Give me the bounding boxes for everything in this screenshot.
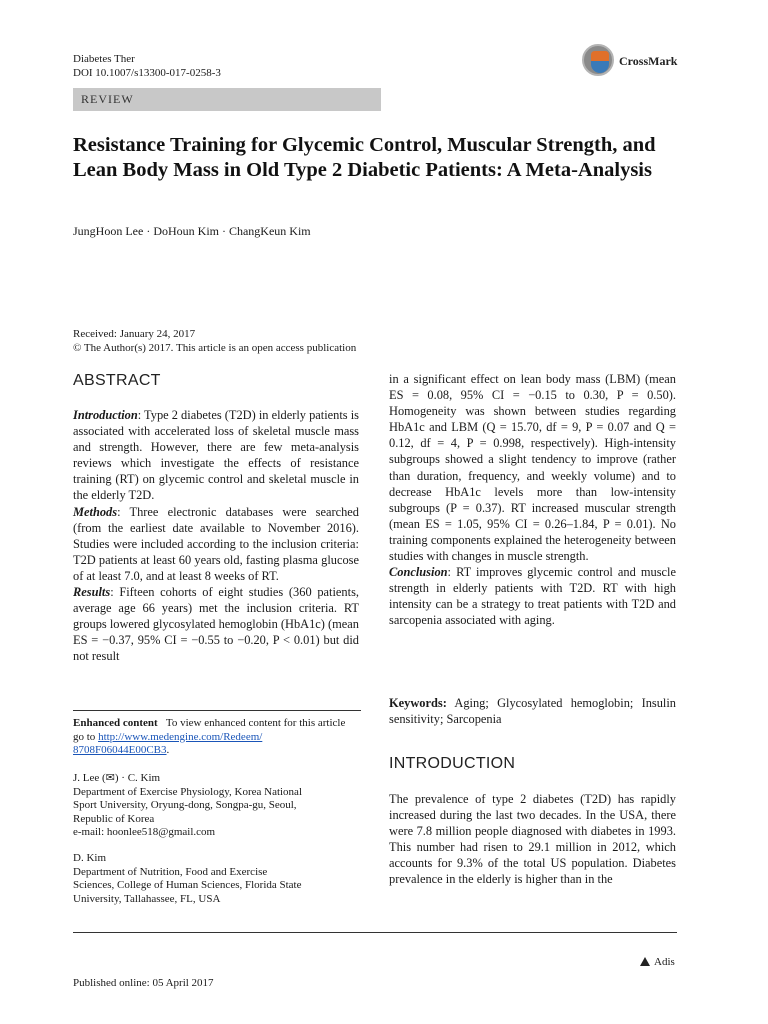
abstract-results: Results: Fifteen cohorts of eight studies (360 patients, average age 66 years) met the inclusion criteria. RT groups lowered glycosylated hemoglobin (HbA1c) (mean ES = −0.37, 95% CI = −0.55 to −0.20, P < 0.01) but did not result — [73, 585, 359, 664]
affiliation-email[interactable]: e-mail: hoonlee518@gmail.com — [73, 826, 216, 839]
footer-rule — [73, 932, 677, 933]
publisher-logo — [640, 956, 675, 968]
authors: JungHoon Lee · DoHoun Kim · ChangKeun Kim — [73, 224, 311, 238]
received-block — [73, 327, 356, 355]
enhanced-content-link[interactable]: http://www.medengine.com/Redeem/ 8708F06044E00CB3 — [73, 730, 263, 757]
affiliation-1 — [73, 772, 359, 840]
doi: DOI 10.1007/s13300-017-0258-3 — [73, 67, 221, 79]
adis-triangle-icon — [640, 957, 650, 966]
affiliation-2 — [73, 852, 359, 906]
publisher-name: Adis — [654, 956, 675, 968]
abstract-introduction: Introduction: Type 2 diabetes (T2D) in elderly patients is associated with accelerated loss of skeletal muscle mass and strength. However, there are few meta-analysis reviews which investigate the effects of resistance training (RT) on glycemic control and skeletal muscle in the elderly T2D. — [73, 408, 359, 503]
footnote-separator — [73, 710, 361, 711]
conclusion-label: Conclusion — [389, 565, 448, 580]
affiliation-line: Republic of Korea — [73, 812, 155, 825]
results-label: Results — [73, 585, 111, 600]
article-title: Resistance Training for Glycemic Control, Muscular Strength, and Lean Body Mass in Old Type 2 Diabetic Patients: A Meta-Analysis — [73, 134, 656, 181]
crossmark-icon — [582, 44, 614, 76]
crossmark-label: CrossMark — [619, 54, 678, 68]
keywords-text: Aging; Glycosylated hemoglobin; Insulin sensitivity; Sarcopenia — [389, 696, 676, 727]
abstract-methods: Methods: Three electronic databases were searched (from the earliest date available to November 2016). Studies were included according to the inclusion criteria: T2D patients at least 60 years old, fasting plasma glucose of at least 7.0, and at least 8 weeks of RT. — [73, 504, 359, 583]
introduction-body — [389, 791, 676, 888]
abstract-conclusion: Conclusion: RT improves glycemic control and muscle strength in elderly patients with T2D. RT with high intensity can be a strategy to treat patients with T2D and sarcopenia associated with aging. — [389, 565, 676, 628]
abstract-results-continued: in a significant effect on lean body mass (LBM) (mean ES = 0.08, 95% CI = −0.15 to 0.30, P = 0.50). Homogeneity was shown between studies regarding HbA1c and LBM (Q = 15.70, df = 9, P = 0.07 and Q = 0.12, df = 4, P = 0.998, respectively). High-intensity subgroups showed a slight tendency to improve (rather than duration, frequency, and weekly volume) and to decrease HbA1c levels more than low-intensity subgroups (P = 0.37). RT increased muscular strength (mean ES = 1.05, 95% CI = 0.26–1.84, P = 0.01). No training components explained the heterogeneity between studies with changes in muscle strength. — [389, 372, 676, 564]
affiliation-line: Department of Nutrition, Food and Exercise — [73, 865, 268, 878]
introduction-label: Introduction — [73, 408, 138, 422]
affiliation-names: D. Kim — [73, 852, 106, 864]
received-date: Received: January 24, 2017 — [73, 328, 196, 340]
enhanced-content-note: Enhanced content To view enhanced content for this article go to http://www.medengine.com/Redeem/ 8708F06044E00CB3. — [73, 717, 346, 757]
section-label: REVIEW — [81, 92, 134, 106]
section-label-band — [73, 88, 381, 111]
introduction-text: The prevalence of type 2 diabetes (T2D) has rapidly increased during the last two decades. In the USA, there were 7.8 million people diagnosed with diabetes in 1993. This number had risen to 29.1 million in 2012, which accounts for 9.3% of the total US population. Diabetes prevalence in the elderly is higher than in the — [389, 792, 676, 887]
abstract-right — [389, 371, 676, 629]
introduction-heading: INTRODUCTION — [389, 755, 516, 772]
keywords-label: Keywords: — [389, 696, 447, 710]
affiliation-line: Department of Exercise Physiology, Korea National — [73, 785, 302, 798]
methods-label: Methods — [73, 504, 118, 519]
abstract-heading: ABSTRACT — [73, 372, 161, 389]
abstract-left — [73, 407, 359, 665]
affiliation-line: University, Tallahassee, FL, USA — [73, 892, 221, 905]
affiliation-line: Sport University, Oryung-dong, Songpa-gu, Seoul, — [73, 799, 297, 812]
enhanced-content-label: Enhanced content — [73, 717, 158, 729]
license-note: © The Author(s) 2017. This article is an open access publication — [73, 342, 357, 354]
journal-name: Diabetes Ther — [73, 53, 135, 65]
crossmark-badge[interactable] — [582, 44, 682, 78]
published-date: Published online: 05 April 2017 — [73, 977, 214, 989]
keywords-block — [389, 695, 676, 727]
affiliation-names: J. Lee (✉) · C. Kim — [73, 772, 161, 784]
affiliation-line: Sciences, College of Human Sciences, Florida State — [73, 879, 302, 892]
